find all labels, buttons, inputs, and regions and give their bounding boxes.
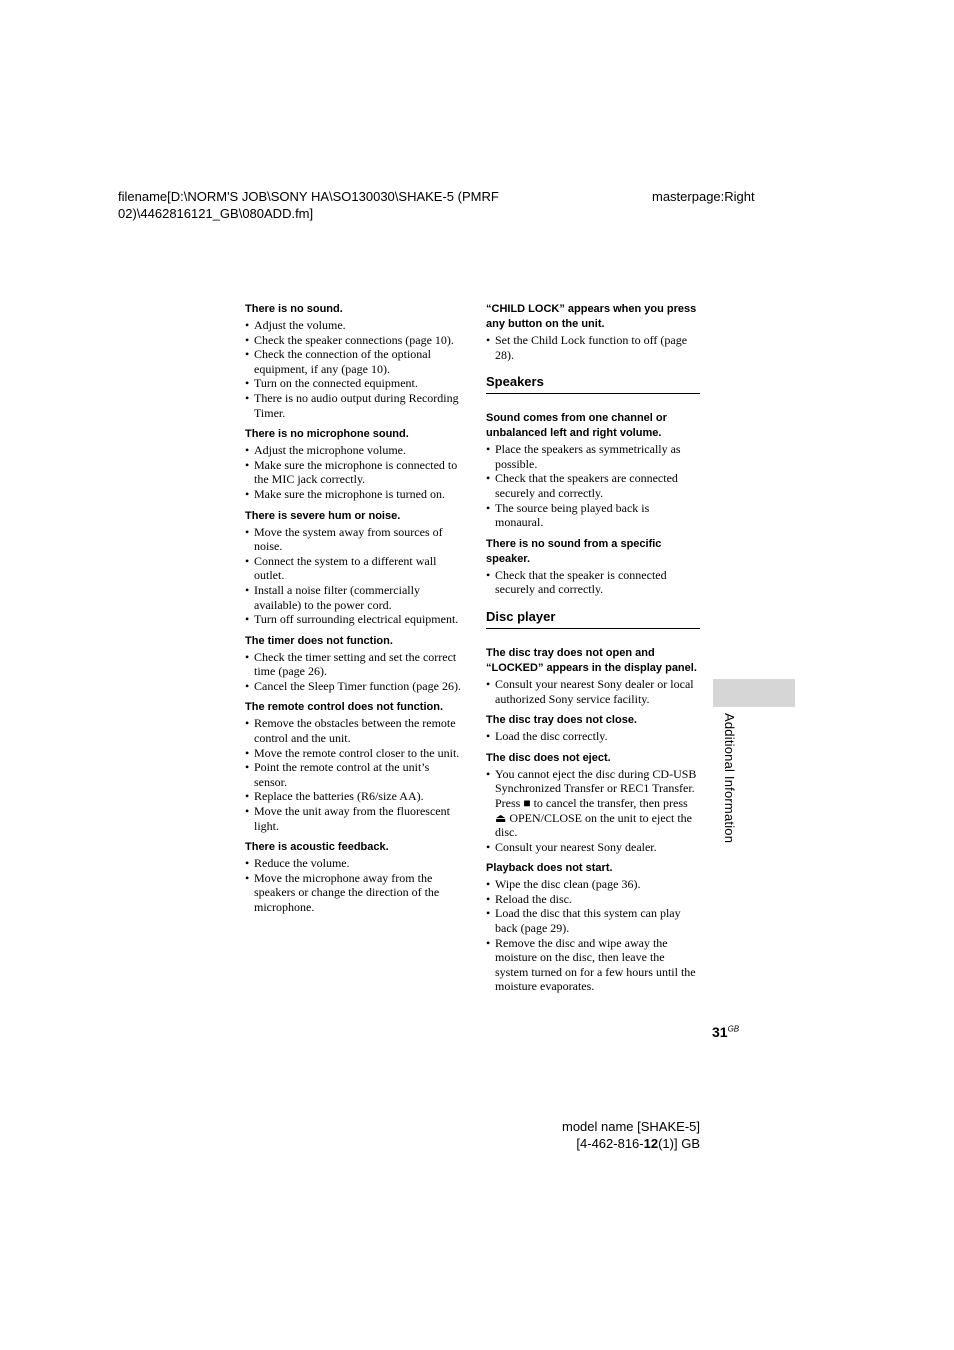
speakers-sections bbox=[486, 411, 700, 597]
problem-title: The timer does not function. bbox=[245, 634, 393, 647]
solution-item: • Check the timer setting and set the correct time (page 26). bbox=[245, 650, 463, 679]
right-column bbox=[486, 302, 700, 1001]
solution-item: • Consult your nearest Sony dealer. bbox=[486, 840, 700, 855]
solution-list bbox=[486, 333, 700, 362]
solution-item: • Move the system away from sources of noise. bbox=[245, 525, 463, 554]
solution-item: • Check that the speakers are connected securely and correctly. bbox=[486, 471, 700, 500]
header-filename-line1: filename[D:\NORM'S JOB\SONY HA\SO130030\SHAKE-5 (PMRF bbox=[118, 189, 499, 204]
header-masterpage: masterpage:Right bbox=[652, 189, 755, 204]
troubleshoot-section bbox=[486, 646, 700, 706]
solution-list bbox=[245, 856, 463, 914]
footer-model bbox=[560, 1118, 700, 1152]
speakers-heading: Speakers bbox=[486, 373, 700, 394]
disc-player-sections bbox=[486, 646, 700, 994]
header-filename bbox=[118, 188, 538, 222]
problem-title: The disc does not eject. bbox=[486, 751, 611, 764]
section-tab-label: Additional Information bbox=[722, 713, 737, 844]
troubleshoot-section bbox=[245, 302, 463, 420]
troubleshoot-section bbox=[486, 713, 700, 744]
solution-item: • Consult your nearest Sony dealer or local authorized Sony service facility. bbox=[486, 677, 700, 706]
problem-title: There is severe hum or noise. bbox=[245, 509, 401, 522]
solution-list bbox=[486, 877, 700, 994]
troubleshoot-section bbox=[486, 861, 700, 994]
solution-item: • Install a noise filter (commercially available) to the power cord. bbox=[245, 583, 463, 612]
disc-player-heading: Disc player bbox=[486, 608, 700, 629]
section-tab bbox=[713, 679, 795, 707]
solution-item: • Move the remote control closer to the unit. bbox=[245, 746, 463, 761]
solution-item: • Check that the speaker is connected securely and correctly. bbox=[486, 568, 700, 597]
solution-item: • Turn on the connected equipment. bbox=[245, 376, 463, 391]
problem-title: Playback does not start. bbox=[486, 862, 613, 875]
footer-part-suffix: (1)] GB bbox=[658, 1136, 700, 1151]
troubleshoot-section bbox=[486, 411, 700, 530]
solution-item: • There is no audio output during Recording Timer. bbox=[245, 391, 463, 420]
page-number-value: 31 bbox=[712, 1024, 728, 1040]
troubleshoot-section bbox=[486, 302, 700, 362]
troubleshoot-section bbox=[245, 840, 463, 914]
solution-item: • Make sure the microphone is turned on. bbox=[245, 487, 463, 502]
solution-item: • You cannot eject the disc during CD-USB Synchronized Transfer or REC1 Transfer. Press ■ to cancel the transfer, then press ⏏ OPEN/CLOSE on the unit to eject the disc. bbox=[486, 767, 700, 840]
solution-item: • Move the microphone away from the speakers or change the direction of the microphone. bbox=[245, 871, 463, 915]
child-lock-section bbox=[486, 302, 700, 362]
solution-item: • Check the speaker connections (page 10). bbox=[245, 333, 463, 348]
solution-list bbox=[245, 650, 463, 694]
solution-item: • Set the Child Lock function to off (page 28). bbox=[486, 333, 700, 362]
troubleshoot-section bbox=[245, 700, 463, 833]
solution-item: • Connect the system to a different wall outlet. bbox=[245, 554, 463, 583]
solution-item: • Check the connection of the optional equipment, if any (page 10). bbox=[245, 347, 463, 376]
solution-item: • Remove the obstacles between the remote control and the unit. bbox=[245, 716, 463, 745]
solution-list bbox=[245, 318, 463, 420]
solution-item: • Make sure the microphone is connected to the MIC jack correctly. bbox=[245, 458, 463, 487]
troubleshoot-section bbox=[245, 634, 463, 694]
page-number-suffix: GB bbox=[727, 1024, 740, 1034]
solution-item: • Place the speakers as symmetrically as possible. bbox=[486, 442, 700, 471]
solution-list bbox=[486, 442, 700, 530]
footer-part-prefix: [4-462-816- bbox=[576, 1136, 644, 1151]
solution-list bbox=[245, 716, 463, 833]
solution-item: • Load the disc that this system can play back (page 29). bbox=[486, 906, 700, 935]
solution-item: • Remove the disc and wipe away the moisture on the disc, then leave the system turned on for a few hours until the moisture evaporates. bbox=[486, 936, 700, 994]
solution-item: • Reload the disc. bbox=[486, 892, 700, 907]
page-number bbox=[712, 1024, 739, 1040]
troubleshoot-section bbox=[486, 537, 700, 597]
problem-title: The disc tray does not open and “LOCKED” appears in the display panel. bbox=[486, 646, 697, 674]
solution-item: • Point the remote control at the unit’s sensor. bbox=[245, 760, 463, 789]
problem-title: There is acoustic feedback. bbox=[245, 841, 389, 854]
problem-title: There is no sound. bbox=[245, 303, 343, 315]
solution-item: • Adjust the volume. bbox=[245, 318, 463, 333]
solution-list bbox=[245, 443, 463, 501]
solution-list bbox=[245, 525, 463, 627]
problem-title: There is no microphone sound. bbox=[245, 428, 409, 441]
solution-item: • Load the disc correctly. bbox=[486, 729, 700, 744]
footer-model-name: model name [SHAKE-5] bbox=[561, 1119, 700, 1134]
solution-item: • Replace the batteries (R6/size AA). bbox=[245, 789, 463, 804]
problem-title: Sound comes from one channel or unbalanced left and right volume. bbox=[486, 412, 667, 440]
solution-list bbox=[486, 568, 700, 597]
left-column bbox=[245, 302, 463, 922]
solution-list bbox=[486, 729, 700, 744]
solution-item: • Cancel the Sleep Timer function (page 26). bbox=[245, 679, 463, 694]
troubleshoot-section bbox=[245, 427, 463, 501]
footer-part-number bbox=[560, 1135, 700, 1152]
problem-title: The disc tray does not close. bbox=[486, 714, 637, 727]
footer-part-bold: 12 bbox=[643, 1136, 659, 1151]
problem-title: There is no sound from a specific speaker. bbox=[486, 537, 662, 565]
solution-item: • The source being played back is monaural. bbox=[486, 501, 700, 530]
troubleshoot-section bbox=[245, 509, 463, 627]
solution-item: • Adjust the microphone volume. bbox=[245, 443, 463, 458]
problem-title: “CHILD LOCK” appears when you press any button on the unit. bbox=[486, 303, 697, 330]
header-filename-line2: 02)\4462816121_GB\080ADD.fm] bbox=[118, 206, 314, 221]
solution-item: • Wipe the disc clean (page 36). bbox=[486, 877, 700, 892]
problem-title: The remote control does not function. bbox=[245, 701, 443, 714]
troubleshoot-section bbox=[486, 751, 700, 855]
solution-list bbox=[486, 677, 700, 706]
solution-item: • Reduce the volume. bbox=[245, 856, 463, 871]
solution-item: • Move the unit away from the fluorescent light. bbox=[245, 804, 463, 833]
solution-item: • Turn off surrounding electrical equipment. bbox=[245, 612, 463, 627]
solution-list bbox=[486, 767, 700, 855]
